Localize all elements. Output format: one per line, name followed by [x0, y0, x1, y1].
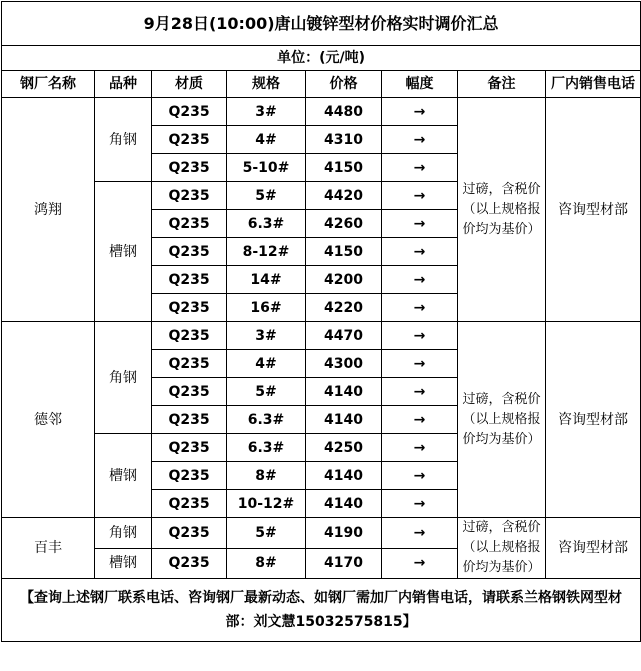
note-cell: 过磅，含税价（以上规格报价均为基价） — [458, 322, 546, 518]
price-cell: 4420 — [306, 182, 382, 210]
change-cell — [382, 98, 458, 126]
product-type: 角钢 — [95, 518, 152, 549]
arrow-right-icon: → — [413, 495, 426, 512]
arrow-right-icon: → — [413, 159, 426, 176]
grade-cell: Q235 — [152, 462, 227, 490]
change-cell — [382, 210, 458, 238]
grade-cell: Q235 — [152, 350, 227, 378]
price-cell: 4150 — [306, 154, 382, 182]
arrow-right-icon: → — [413, 467, 426, 484]
arrow-right-icon: → — [413, 524, 426, 541]
spec-cell: 8# — [227, 462, 306, 490]
arrow-right-icon: → — [413, 327, 426, 344]
note-cell: 过磅，含税价（以上规格报价均为基价） — [458, 518, 546, 579]
arrow-right-icon: → — [413, 355, 426, 372]
price-cell: 4140 — [306, 406, 382, 434]
mill-name: 百丰 — [2, 518, 95, 579]
product-type: 角钢 — [95, 322, 152, 434]
table-row — [2, 322, 641, 350]
price-cell: 4470 — [306, 322, 382, 350]
spec-cell: 3# — [227, 98, 306, 126]
price-cell: 4300 — [306, 350, 382, 378]
grade-cell: Q235 — [152, 406, 227, 434]
product-type: 槽钢 — [95, 548, 152, 579]
change-cell — [382, 154, 458, 182]
spec-cell: 4# — [227, 350, 306, 378]
grade-cell: Q235 — [152, 490, 227, 518]
product-type: 槽钢 — [95, 182, 152, 322]
mill-name: 鸿翔 — [2, 98, 95, 322]
grade-cell: Q235 — [152, 98, 227, 126]
grade-cell: Q235 — [152, 126, 227, 154]
change-cell — [382, 294, 458, 322]
arrow-right-icon: → — [413, 131, 426, 148]
arrow-right-icon: → — [413, 103, 426, 120]
unit-label: 单位：(元/吨) — [2, 46, 641, 71]
spec-cell: 6.3# — [227, 434, 306, 462]
price-cell: 4140 — [306, 378, 382, 406]
spec-cell: 6.3# — [227, 406, 306, 434]
price-cell: 4250 — [306, 434, 382, 462]
header-spec: 规格 — [227, 71, 306, 98]
arrow-right-icon: → — [413, 187, 426, 204]
header-note: 备注 — [458, 71, 546, 98]
grade-cell: Q235 — [152, 548, 227, 579]
sales-contact: 咨询型材部 — [546, 322, 641, 518]
spec-cell: 3# — [227, 322, 306, 350]
grade-cell: Q235 — [152, 294, 227, 322]
change-cell — [382, 462, 458, 490]
price-cell: 4260 — [306, 210, 382, 238]
price-cell: 4140 — [306, 490, 382, 518]
change-cell — [382, 406, 458, 434]
spec-cell: 4# — [227, 126, 306, 154]
change-cell — [382, 378, 458, 406]
header-phone: 厂内销售电话 — [546, 71, 641, 98]
price-cell: 4170 — [306, 548, 382, 579]
change-cell — [382, 126, 458, 154]
arrow-right-icon: → — [413, 411, 426, 428]
change-cell — [382, 350, 458, 378]
arrow-right-icon: → — [413, 215, 426, 232]
sales-contact: 咨询型材部 — [546, 98, 641, 322]
arrow-right-icon: → — [413, 383, 426, 400]
note-cell: 过磅，含税价（以上规格报价均为基价） — [458, 98, 546, 322]
spec-cell: 14# — [227, 266, 306, 294]
spec-cell: 10-12# — [227, 490, 306, 518]
arrow-right-icon: → — [413, 439, 426, 456]
spec-cell: 5-10# — [227, 154, 306, 182]
spec-cell: 16# — [227, 294, 306, 322]
price-cell: 4140 — [306, 462, 382, 490]
grade-cell: Q235 — [152, 210, 227, 238]
spec-cell: 5# — [227, 518, 306, 549]
spec-cell: 8-12# — [227, 238, 306, 266]
spec-cell: 5# — [227, 378, 306, 406]
price-cell: 4150 — [306, 238, 382, 266]
change-cell — [382, 548, 458, 579]
arrow-right-icon: → — [413, 243, 426, 260]
mill-name: 德邻 — [2, 322, 95, 518]
price-cell: 4190 — [306, 518, 382, 549]
header-row — [2, 71, 641, 98]
page-title: 9月28日(10:00)唐山镀锌型材价格实时调价汇总 — [2, 2, 641, 46]
arrow-right-icon: → — [413, 271, 426, 288]
grade-cell: Q235 — [152, 434, 227, 462]
grade-cell: Q235 — [152, 266, 227, 294]
sales-contact: 咨询型材部 — [546, 518, 641, 579]
change-cell — [382, 266, 458, 294]
arrow-right-icon: → — [413, 299, 426, 316]
price-table — [1, 1, 641, 642]
grade-cell: Q235 — [152, 154, 227, 182]
product-type: 槽钢 — [95, 434, 152, 518]
change-cell — [382, 322, 458, 350]
header-change: 幅度 — [382, 71, 458, 98]
header-grade: 材质 — [152, 71, 227, 98]
grade-cell: Q235 — [152, 182, 227, 210]
spec-cell: 5# — [227, 182, 306, 210]
grade-cell: Q235 — [152, 378, 227, 406]
change-cell — [382, 238, 458, 266]
price-cell: 4480 — [306, 98, 382, 126]
grade-cell: Q235 — [152, 518, 227, 549]
product-type: 角钢 — [95, 98, 152, 182]
table-row — [2, 518, 641, 549]
spec-cell: 8# — [227, 548, 306, 579]
price-cell: 4220 — [306, 294, 382, 322]
arrow-right-icon: → — [413, 555, 426, 572]
header-mill: 钢厂名称 — [2, 71, 95, 98]
change-cell — [382, 490, 458, 518]
spec-cell: 6.3# — [227, 210, 306, 238]
price-cell: 4200 — [306, 266, 382, 294]
footer-row — [2, 579, 641, 642]
header-price: 价格 — [306, 71, 382, 98]
change-cell — [382, 182, 458, 210]
change-cell — [382, 434, 458, 462]
grade-cell: Q235 — [152, 238, 227, 266]
grade-cell: Q235 — [152, 322, 227, 350]
table-row — [2, 98, 641, 126]
price-cell: 4310 — [306, 126, 382, 154]
header-type: 品种 — [95, 71, 152, 98]
change-cell — [382, 518, 458, 549]
contact-footer: 【查询上述钢厂联系电话、咨询钢厂最新动态、如钢厂需加厂内销售电话，请联系兰格钢铁网型材部：刘文慧15032575815】 — [2, 579, 641, 642]
